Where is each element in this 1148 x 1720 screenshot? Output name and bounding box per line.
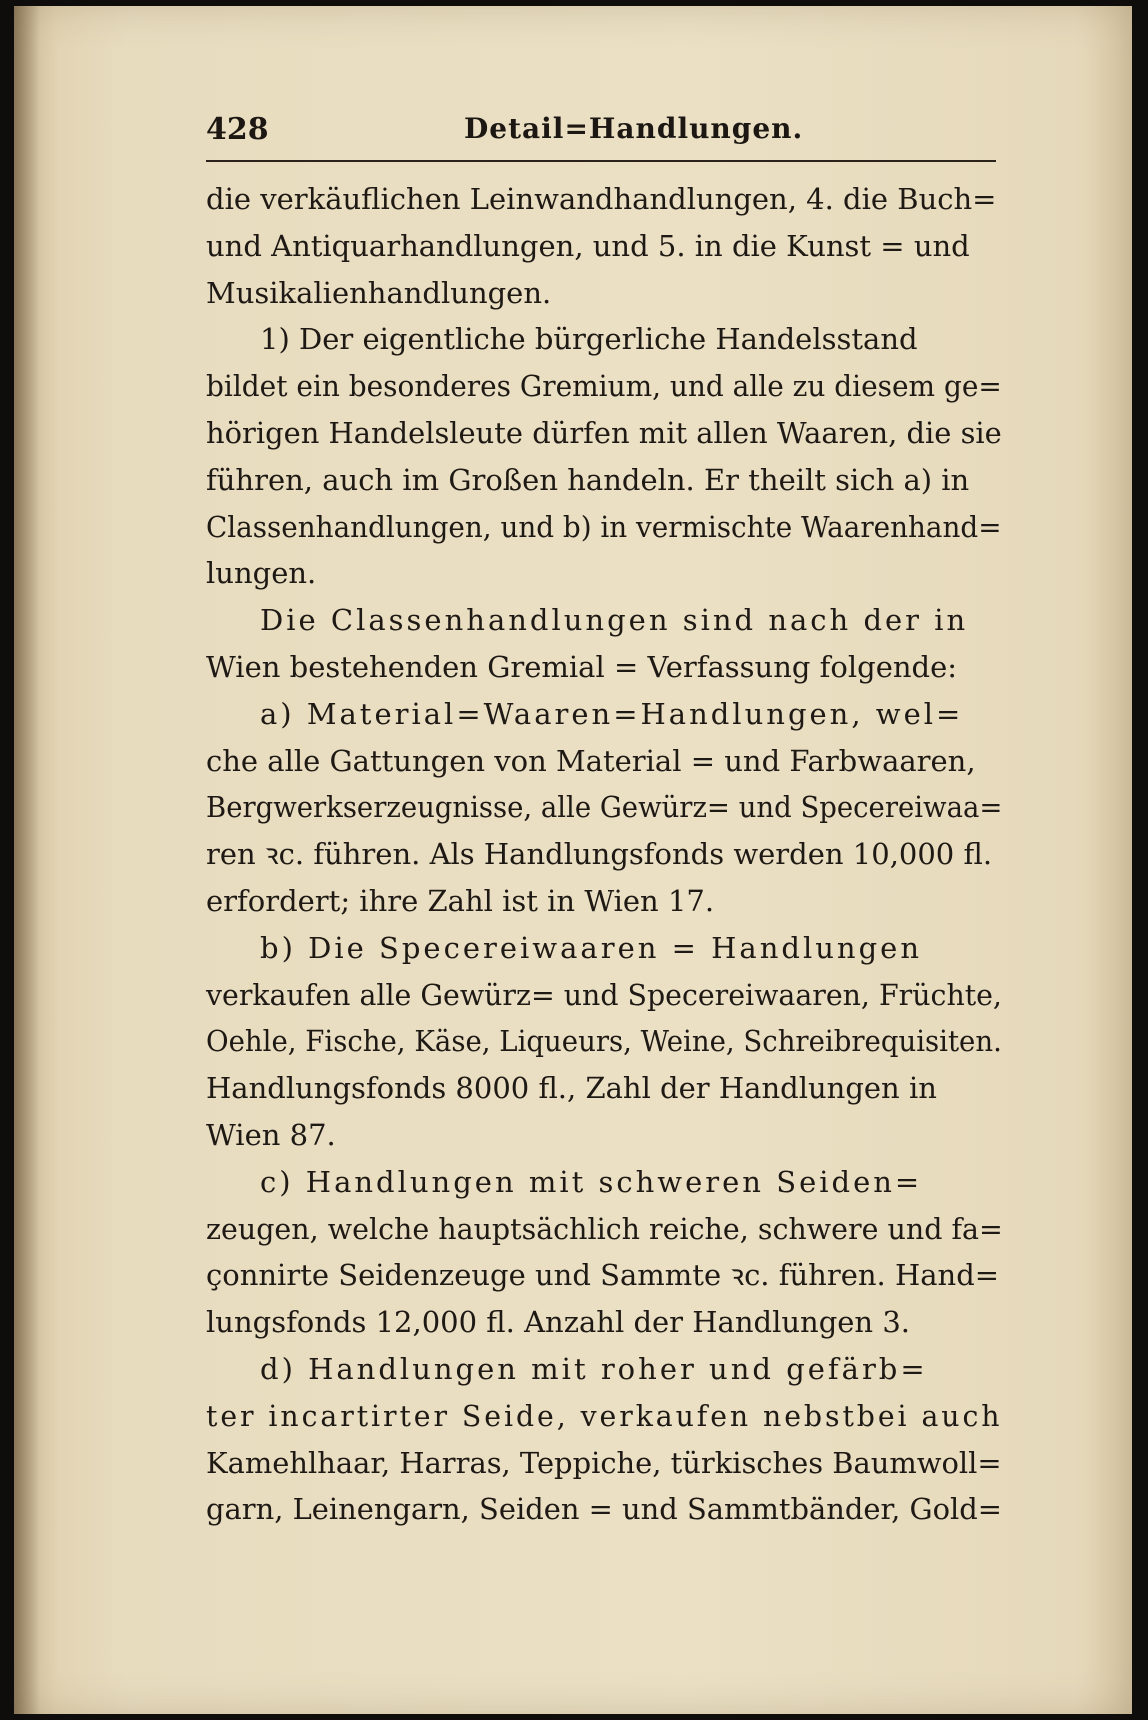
text-line: verkaufen alle Gewürz= und Specereiwaaren, Früchte, bbox=[206, 977, 1002, 1012]
text-line: a) Material=Waaren=Handlungen, wel= bbox=[260, 696, 964, 731]
text-line: hörigen Handelsleute dürfen mit allen Waaren, die sie bbox=[206, 415, 1002, 450]
text-line: Musikalienhandlungen. bbox=[206, 275, 552, 310]
text-line: zeugen, welche hauptsächlich reiche, schwere und fa= bbox=[206, 1211, 1003, 1246]
text-line: erfordert; ihre Zahl ist in Wien 17. bbox=[206, 883, 715, 918]
text-line: che alle Gattungen von Material = und Farbwaaren, bbox=[206, 743, 976, 778]
text-line: d) Handlungen mit roher und gefärb= bbox=[260, 1351, 928, 1386]
text-line: b) Die Specereiwaaren = Handlungen bbox=[260, 930, 922, 965]
gutter-shadow bbox=[14, 6, 40, 1714]
text-line: lungsfonds 12,000 fl. Anzahl der Handlungen 3. bbox=[206, 1305, 910, 1340]
running-head bbox=[206, 112, 996, 156]
text-line: Oehle, Fische, Käse, Liqueurs, Weine, Schreibrequisiten. bbox=[206, 1024, 1002, 1059]
text-line: Wien 87. bbox=[206, 1117, 336, 1152]
text-line: çonnirte Seidenzeuge und Sammte ꝛc. führen. Hand= bbox=[206, 1258, 1000, 1293]
page-number: 428 bbox=[206, 112, 269, 147]
text-line: Classenhandlungen, und b) in vermischte Waarenhand= bbox=[206, 509, 1002, 544]
text-line: garn, Leinengarn, Seiden = und Sammtbänder, Gold= bbox=[206, 1492, 1003, 1527]
text-line: 1) Der eigentliche bürgerliche Handelsstand bbox=[260, 322, 918, 357]
text-line: Kamehlhaar, Harras, Teppiche, türkisches Baumwoll= bbox=[206, 1445, 1002, 1480]
text-line: bildet ein besonderes Gremium, und alle zu diesem ge= bbox=[206, 369, 1002, 404]
text-line: Handlungsfonds 8000 fl., Zahl der Handlungen in bbox=[206, 1071, 937, 1106]
text-line: ter incartirter Seide, verkaufen nebstbei auch bbox=[206, 1398, 1003, 1433]
text-line: und Antiquarhandlungen, und 5. in die Kunst = und bbox=[206, 228, 970, 263]
text-line: die verkäuflichen Leinwandhandlungen, 4. die Buch= bbox=[206, 182, 997, 216]
body-text bbox=[206, 176, 1002, 1533]
header-rule bbox=[206, 160, 996, 162]
running-title: Detail=Handlungen. bbox=[464, 112, 804, 145]
text-line: Wien bestehenden Gremial = Verfassung folgende: bbox=[206, 649, 958, 684]
text-line: Die Classenhandlungen sind nach der in bbox=[260, 603, 969, 638]
text-line: lungen. bbox=[206, 556, 317, 591]
text-line: Bergwerkserzeugnisse, alle Gewürz= und Specereiwaa= bbox=[206, 790, 1003, 825]
text-line: c) Handlungen mit schweren Seiden= bbox=[260, 1164, 923, 1199]
text-line: ren ꝛc. führen. Als Handlungsfonds werden 10,000 fl. bbox=[206, 837, 993, 872]
text-line: führen, auch im Großen handeln. Er theilt sich a) in bbox=[206, 462, 970, 497]
